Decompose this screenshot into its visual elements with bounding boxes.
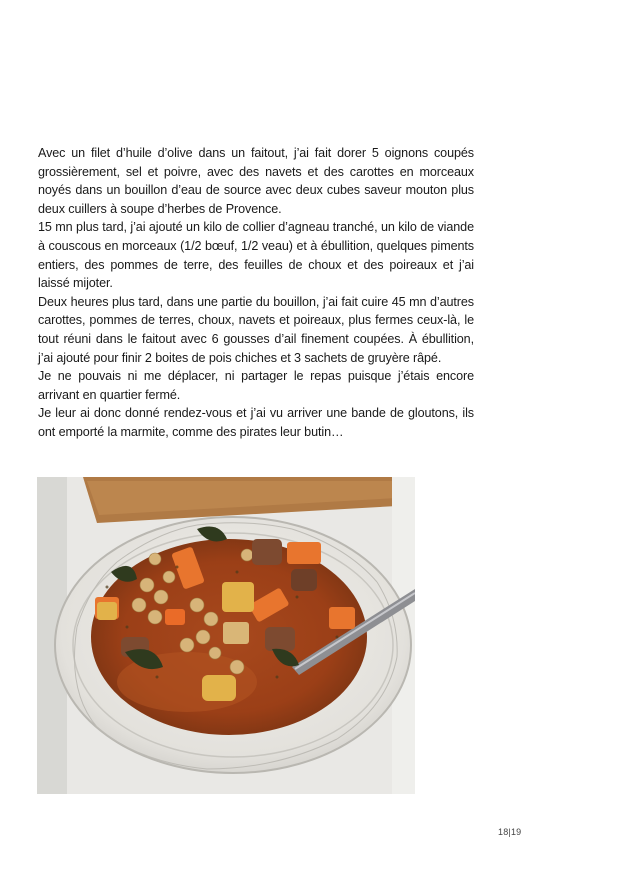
article-body xyxy=(38,144,474,442)
paragraph: Je leur ai donc donné rendez-vous et j’ai vu arriver une bande de gloutons, ils ont emporté la marmite, comme des pirates leur butin… xyxy=(38,406,474,439)
paragraph: 15 mn plus tard, j’ai ajouté un kilo de collier d’agneau tranché, un kilo de viande à couscous en morceaux (1/2 bœuf, 1/2 veau) et à ébullition, quelques piments entiers, des pommes de terre, des feuilles de choux et des poireaux et j’ai laissé mijoter. xyxy=(38,220,474,291)
paragraph: Deux heures plus tard, dans une partie du bouillon, j’ai fait cuire 45 mn d’autres carottes, pommes de terres, choux, navets et poireaux, plus fermes ceux-là, le tout réuni dans le faitout avec 6 gousses d’ail finement coupées. À ébullition, j’ai ajouté pour finir 2 boites de pois chiches et 3 sachets de gruyère râpé. xyxy=(38,294,474,365)
stew-bowl-illustration xyxy=(37,477,415,794)
paragraph: Avec un filet d’huile d’olive dans un faitout, j’ai fait dorer 5 oignons coupés grossièrement, sel et poivre, avec des navets et des carottes en morceaux noyés dans un bouillon d’eau de source avec deux cubes saveur mouton plus deux cuillers à soupe d’herbes de Provence. xyxy=(38,146,474,216)
stew-photo xyxy=(37,477,415,794)
page-number: 18|19 xyxy=(498,827,522,837)
paragraph: Je ne pouvais ni me déplacer, ni partager le repas puisque j’étais encore arrivant en quartier fermé. xyxy=(38,369,474,402)
